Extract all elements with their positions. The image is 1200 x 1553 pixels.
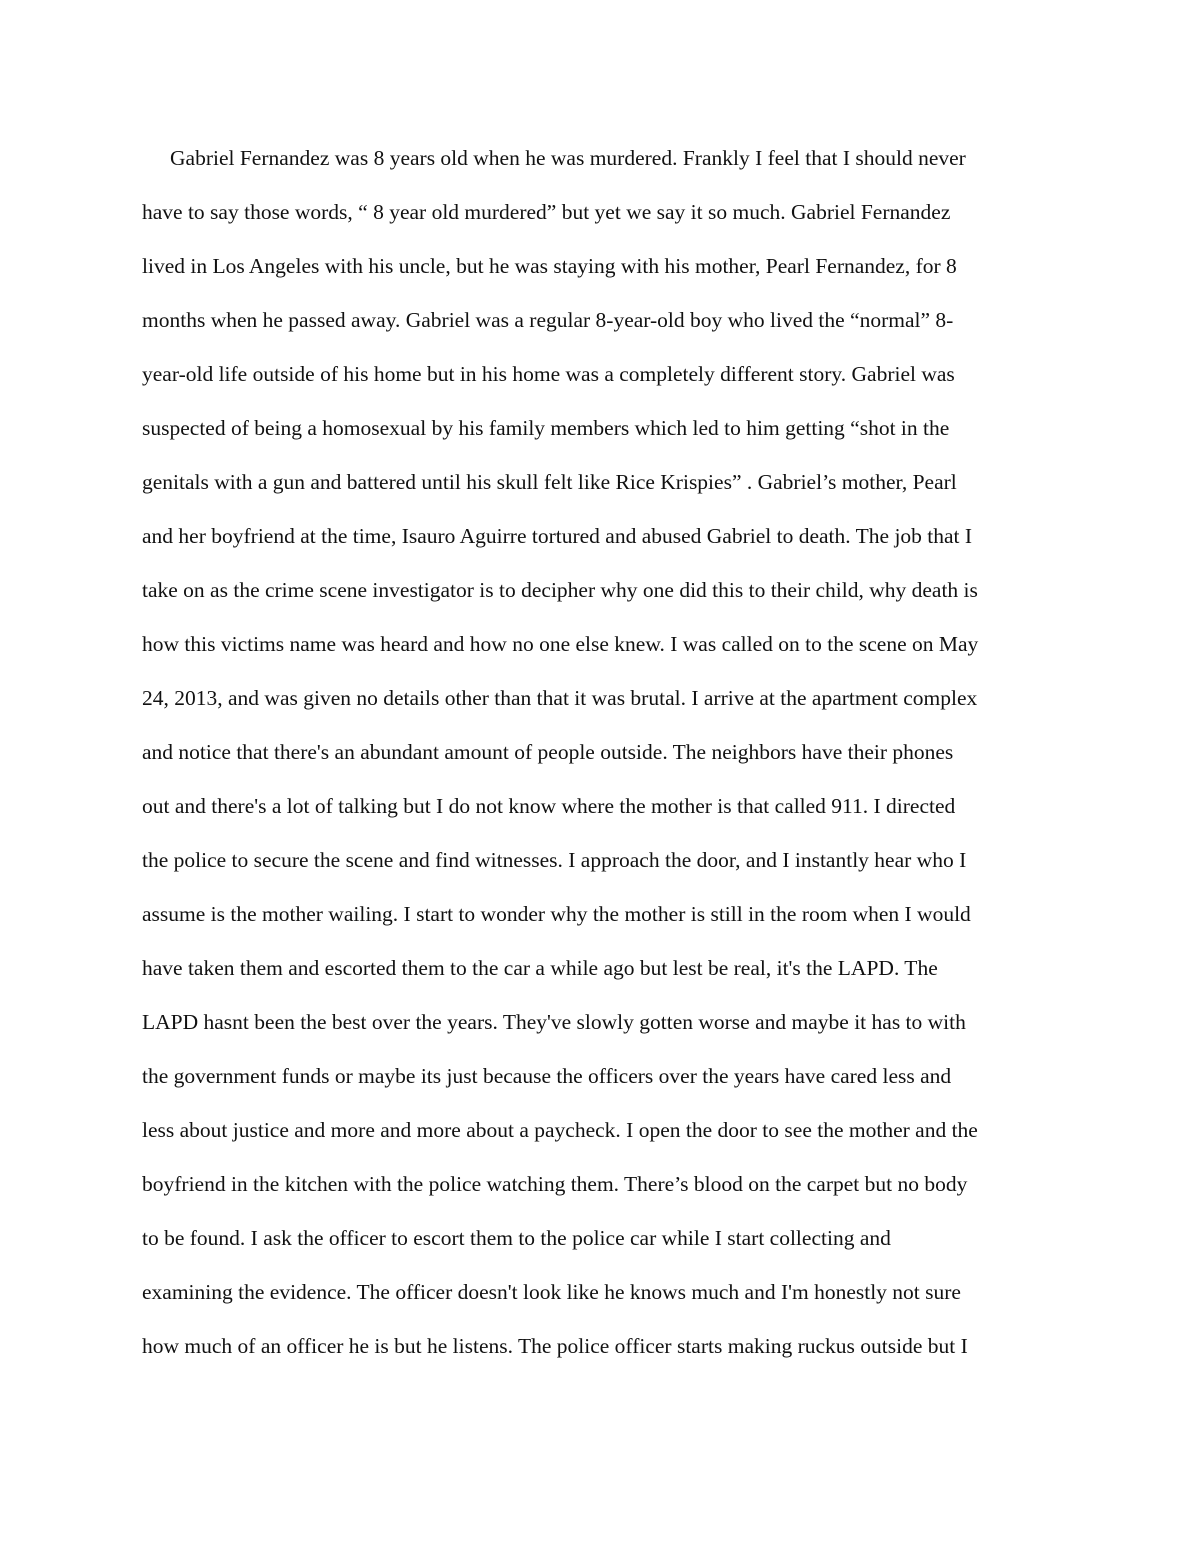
paragraph-line: assume is the mother wailing. I start to wonder why the mother is still in the room when I would [142, 902, 971, 926]
paragraph-line: how much of an officer he is but he listens. The police officer starts making ruckus outside but I [142, 1334, 968, 1358]
paragraph-line: lived in Los Angeles with his uncle, but he was staying with his mother, Pearl Fernandez, for 8 [142, 254, 957, 278]
paragraph-line: have to say those words, “ 8 year old murdered” but yet we say it so much. Gabriel Fernandez [142, 200, 951, 224]
paragraph-line: boyfriend in the kitchen with the police watching them. There’s blood on the carpet but no body [142, 1172, 968, 1196]
paragraph-line: suspected of being a homosexual by his family members which led to him getting “shot in the [142, 416, 950, 440]
paragraph-line: how this victims name was heard and how no one else knew. I was called on to the scene on May [142, 632, 979, 656]
paragraph-line: the government funds or maybe its just because the officers over the years have cared less and [142, 1064, 952, 1088]
essay-paragraph [142, 137, 1072, 1379]
paragraph-line: take on as the crime scene investigator is to decipher why one did this to their child, why death is [142, 578, 978, 602]
paragraph-line: and her boyfriend at the time, Isauro Aguirre tortured and abused Gabriel to death. The job that I [142, 524, 973, 548]
paragraph-line: have taken them and escorted them to the car a while ago but lest be real, it's the LAPD. The [142, 956, 938, 980]
paragraph-line: examining the evidence. The officer doesn't look like he knows much and I'm honestly not sure [142, 1280, 961, 1304]
paragraph-line: Gabriel Fernandez was 8 years old when he was murdered. Frankly I feel that I should never [170, 146, 966, 170]
paragraph-line: LAPD hasnt been the best over the years. They've slowly gotten worse and maybe it has to with [142, 1010, 966, 1034]
paragraph-line: the police to secure the scene and find witnesses. I approach the door, and I instantly hear who I [142, 848, 967, 872]
paragraph-line: 24, 2013, and was given no details other than that it was brutal. I arrive at the apartment complex [142, 686, 978, 710]
paragraph-line: and notice that there's an abundant amount of people outside. The neighbors have their phones [142, 740, 954, 764]
paragraph-line: to be found. I ask the officer to escort them to the police car while I start collecting and [142, 1226, 891, 1250]
paragraph-line: less about justice and more and more about a paycheck. I open the door to see the mother and the [142, 1118, 978, 1142]
paragraph-line: year-old life outside of his home but in his home was a completely different story. Gabriel was [142, 362, 955, 386]
paragraph-line: genitals with a gun and battered until his skull felt like Rice Krispies” . Gabriel’s mother, Pearl [142, 470, 957, 494]
paragraph-line: months when he passed away. Gabriel was a regular 8-year-old boy who lived the “normal” 8- [142, 308, 954, 332]
paragraph-line: out and there's a lot of talking but I do not know where the mother is that called 911. I directed [142, 794, 956, 818]
